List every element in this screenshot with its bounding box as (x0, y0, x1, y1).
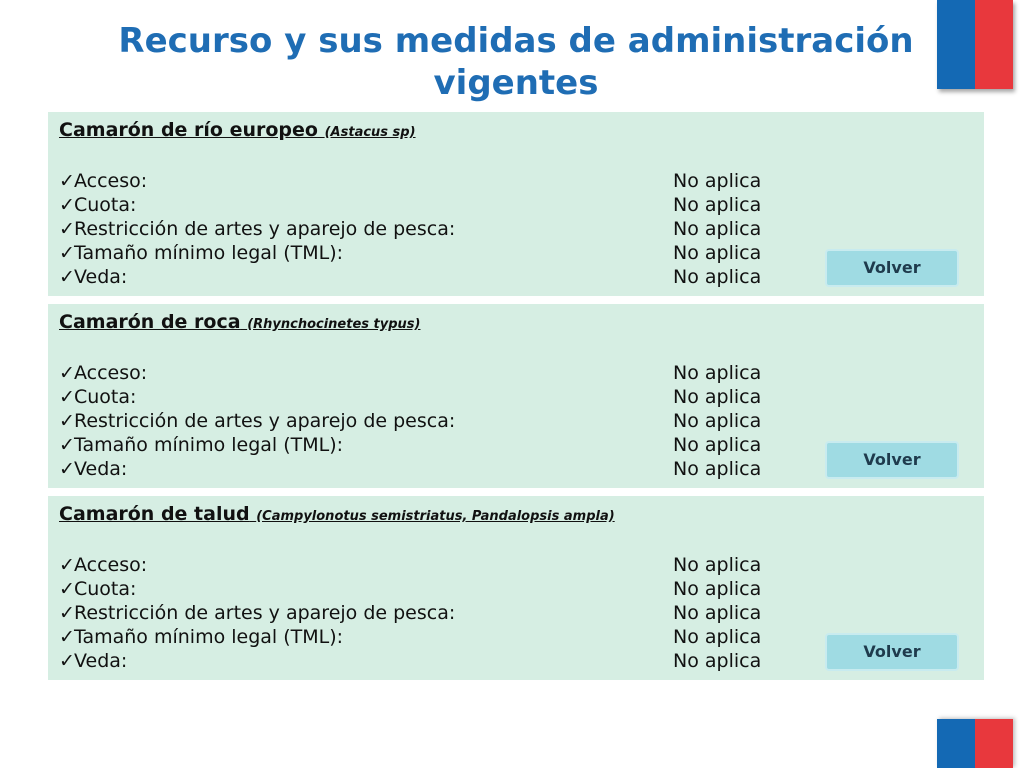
flag-red-stripe (975, 719, 1013, 768)
species-heading (59, 118, 984, 145)
check-icon: ✓ (59, 578, 75, 600)
volver-button[interactable]: Volver (825, 249, 959, 287)
measure-value: No aplica (673, 578, 762, 600)
measure-label: Restricción de artes y aparejo de pesca: (74, 602, 456, 624)
check-icon: ✓ (59, 386, 75, 408)
measure-value: No aplica (673, 218, 762, 240)
species-scientific-name: (Campylonotus semistriatus, Pandalopsis ampla) (256, 509, 615, 524)
measure-label: Cuota: (74, 578, 137, 600)
measure-value: No aplica (673, 554, 762, 576)
measure-label: Restricción de artes y aparejo de pesca: (74, 218, 456, 240)
check-icon: ✓ (59, 650, 75, 672)
flag-blue-stripe (937, 719, 975, 768)
measure-label: Acceso: (74, 170, 148, 192)
measure-value: No aplica (673, 194, 762, 216)
check-icon: ✓ (59, 410, 75, 432)
measure-value: No aplica (673, 434, 762, 456)
measure-label: Restricción de artes y aparejo de pesca: (74, 410, 456, 432)
measure-value: No aplica (673, 458, 762, 480)
check-icon: ✓ (59, 266, 75, 288)
measure-row (59, 193, 984, 217)
measure-label: Tamaño mínimo legal (TML): (74, 626, 344, 648)
measure-value: No aplica (673, 386, 762, 408)
species-scientific-name: (Astacus sp) (324, 125, 416, 140)
measure-label: Tamaño mínimo legal (TML): (74, 242, 344, 264)
measure-row (59, 409, 984, 433)
measure-value: No aplica (673, 602, 762, 624)
measure-value: No aplica (673, 650, 762, 672)
species-panel-rio-europeo (48, 112, 984, 296)
measure-label: Cuota: (74, 386, 137, 408)
species-name: Camarón de roca (59, 311, 241, 333)
check-icon: ✓ (59, 218, 75, 240)
measure-row (59, 169, 984, 193)
flag-red-stripe (975, 0, 1013, 89)
species-scientific-name: (Rhynchocinetes typus) (247, 317, 421, 332)
measure-row (59, 553, 984, 577)
measure-label: Acceso: (74, 362, 148, 384)
measure-value: No aplica (673, 626, 762, 648)
measure-row (59, 361, 984, 385)
page-title: Recurso y sus medidas de administración vigentes (118, 21, 914, 103)
species-heading (59, 502, 984, 529)
check-icon: ✓ (59, 602, 75, 624)
measure-row (59, 217, 984, 241)
species-name: Camarón de talud (59, 503, 250, 525)
measure-label: Veda: (74, 266, 128, 288)
check-icon: ✓ (59, 242, 75, 264)
check-icon: ✓ (59, 194, 75, 216)
measure-value: No aplica (673, 242, 762, 264)
measure-label: Acceso: (74, 554, 148, 576)
measure-label: Tamaño mínimo legal (TML): (74, 434, 344, 456)
species-panel-talud (48, 496, 984, 680)
measure-row (59, 577, 984, 601)
measure-value: No aplica (673, 266, 762, 288)
measure-value: No aplica (673, 170, 762, 192)
species-panel-roca (48, 304, 984, 488)
check-icon: ✓ (59, 458, 75, 480)
volver-button[interactable]: Volver (825, 633, 959, 671)
measure-label: Cuota: (74, 194, 137, 216)
species-heading (59, 310, 984, 337)
measure-row (59, 601, 984, 625)
measure-value: No aplica (673, 410, 762, 432)
check-icon: ✓ (59, 362, 75, 384)
measure-label: Veda: (74, 650, 128, 672)
check-icon: ✓ (59, 626, 75, 648)
check-icon: ✓ (59, 554, 75, 576)
check-icon: ✓ (59, 170, 75, 192)
measure-row (59, 385, 984, 409)
measure-value: No aplica (673, 362, 762, 384)
check-icon: ✓ (59, 434, 75, 456)
species-name: Camarón de río europeo (59, 119, 318, 141)
measure-label: Veda: (74, 458, 128, 480)
flag-logo-bottom (937, 719, 1013, 768)
volver-button[interactable]: Volver (825, 441, 959, 479)
